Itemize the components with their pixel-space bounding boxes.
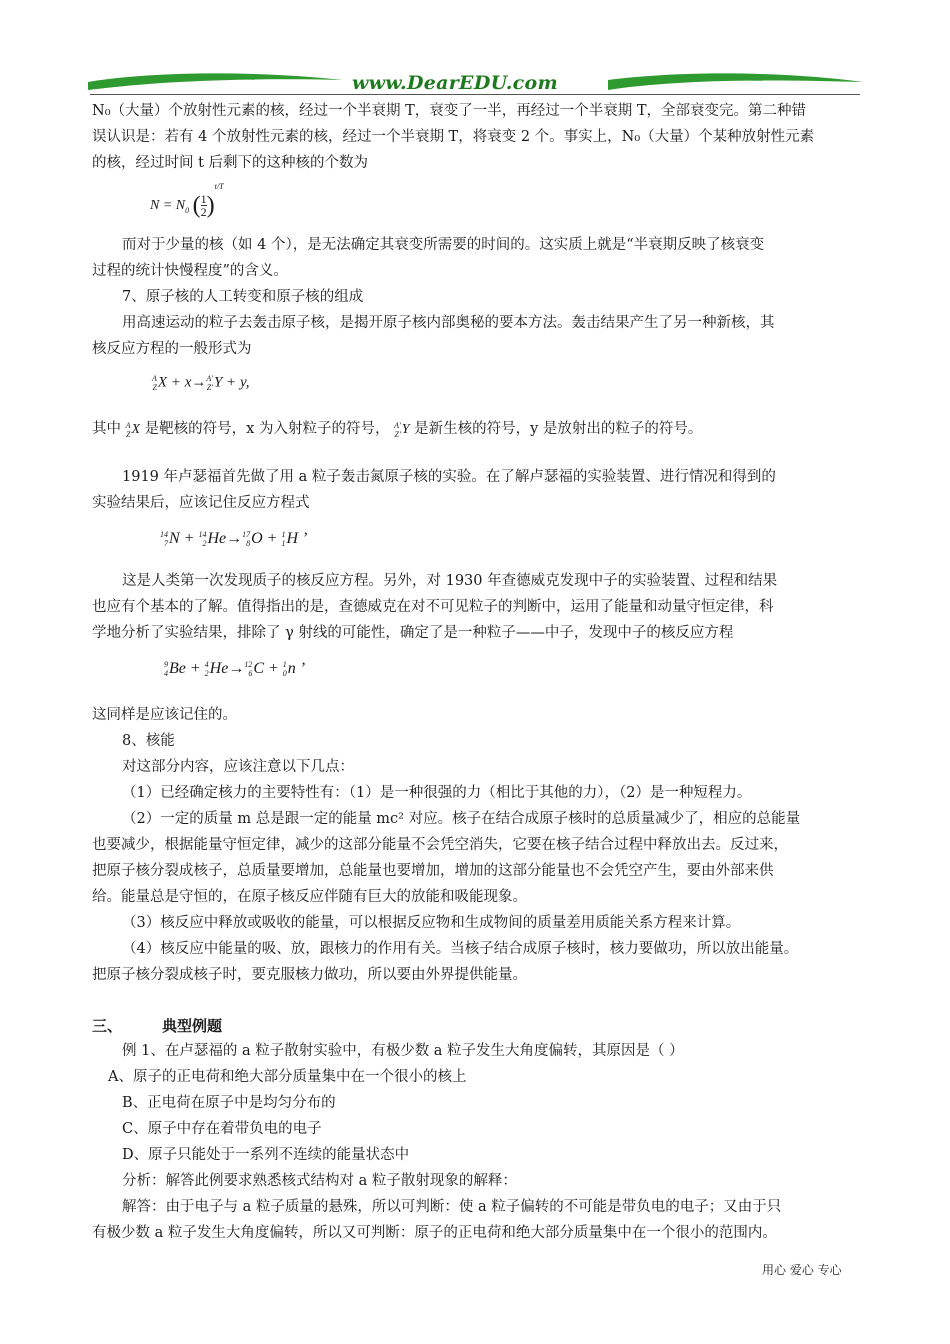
paragraph-line: 实验结果后，应该记住反应方程式 <box>92 495 310 511</box>
option-d[interactable]: D、原子只能处于一系列不连续的能量状态中 <box>122 1147 410 1163</box>
section-7-title: 7、原子核的人工转变和原子核的组成 <box>122 289 364 305</box>
paragraph-line: 1919 年卢瑟福首先做了用 a 粒子轰击氮原子核的实验。在了解卢瑟福的实验装置、进行情况和得到的 <box>122 469 776 485</box>
option-c[interactable]: C、原子中存在着带负电的电子 <box>122 1121 322 1137</box>
question-stem: 例 1、在卢瑟福的 a 粒子散射实验中，有极少数 a 粒子发生大角度偏转，其原因是（ ） <box>122 1043 684 1059</box>
analysis-text: 分析：解答此例要求熟悉核式结构对 a 粒子散射现象的解释： <box>122 1173 517 1189</box>
section-title: 典型例题 <box>162 1017 223 1035</box>
text-segment: 是新生核的符号，y 是放射出的粒子的符号。 <box>414 421 703 437</box>
answer-text: 解答：由于电子与 a 粒子质量的悬殊，所以可判断：使 a 粒子偏转的不可能是带负电的电子；又由于只 <box>122 1199 782 1215</box>
paragraph-line: 对这部分内容，应该注意以下几点： <box>122 759 354 775</box>
paragraph-line: 这同样是应该记住的。 <box>92 707 237 723</box>
option-a[interactable]: A、原子的正电荷和绝大部分质量集中在一个很小的核上 <box>108 1069 467 1085</box>
site-logo[interactable]: www.DearEDU.com <box>352 72 558 94</box>
paragraph-line: 也应有个基本的了解。值得指出的是，查德威克在对不可见粒子的判断中，运用了能量和动量守恒定律，科 <box>92 599 774 615</box>
paragraph-line <box>92 418 702 441</box>
section-3-heading <box>92 1015 222 1036</box>
paragraph-line: 也要减少，根据能量守恒定律，减少的这部分能量不会凭空消失，它要在核子结合过程中释放出去。反过来， <box>92 837 788 853</box>
formula-decay-visual: $N = N_0$ ( $\frac{1}{2}$ )$^{t/T}$ <box>150 182 224 219</box>
new-nucleus-symbol: A' Z'Y <box>394 420 410 439</box>
paragraph-line: 用高速运动的粒子去轰击原子核，是揭开原子核内部奥秘的要本方法。轰击结果产生了另一种新核，其 <box>122 315 775 331</box>
header-rule <box>90 94 860 95</box>
paragraph-line: （1）已经确定核力的主要特性有：（1）是一种很强的力（相比于其他的力），（2）是一种短程力。 <box>122 785 752 801</box>
paragraph-line: N₀（大量）个放射性元素的核，经过一个半衰期 T，衰变了一半，再经过一个半衰期 T，全部衰变完。第二种错 <box>92 103 807 119</box>
paragraph-line: 这是人类第一次发现质子的核反应方程。另外，对 1930 年查德威克发现中子的实验装置、过程和结果 <box>122 573 778 589</box>
paragraph-line: 把原子核分裂成核子时，要克服核力做功，所以要由外界提供能量。 <box>92 967 527 983</box>
section-number: 三、 <box>92 1017 123 1035</box>
formula-general: A ZX + x→A' Z'Y + y, <box>152 374 250 392</box>
paragraph-line: 把原子核分裂成核子，总质量要增加，总能量也要增加，增加的这部分能量也不会凭空产生，要由外部来供 <box>92 863 774 879</box>
option-b[interactable]: B、正电荷在原子中是均匀分布的 <box>122 1095 336 1111</box>
formula-decay <box>150 182 224 219</box>
paragraph-line: 给。能量总是守恒的，在原子核反应伴随有巨大的放能和吸能现象。 <box>92 889 527 905</box>
text-segment: 其中 <box>92 421 121 437</box>
paragraph-line: 学地分析了实验结果，排除了 γ 射线的可能性，确定了是一种粒子——中子，发现中子的核反应方程 <box>92 625 734 641</box>
target-nucleus-symbol: A ZX <box>125 420 141 439</box>
paragraph-line: 误认识是：若有 4 个放射性元素的核，经过一个半衰期 T，将衰变 2 个。事实上，N₀（大量）个某种放射性元素 <box>92 129 815 145</box>
answer-text: 有极少数 a 粒子发生大角度偏转，所以又可判断：原子的正电荷和绝大部分质量集中在一个很小的范围内。 <box>92 1225 777 1241</box>
paragraph-line: 核反应方程的一般形式为 <box>92 341 252 357</box>
paragraph-line: 的核，经过时间 t 后剩下的这种核的个数为 <box>92 155 369 171</box>
formula-rutherford: 14 7N + 14 2He→17 8O + 1 1H ’ <box>160 530 308 549</box>
footer-text: 用心 爱心 专心 <box>762 1263 842 1277</box>
paragraph-line: （4）核反应中能量的吸、放，跟核力的作用有关。当核子结合成原子核时，核力要做功，所以放出能量。 <box>122 941 799 957</box>
paragraph-line: （3）核反应中释放或吸收的能量，可以根据反应物和生成物间的质量差用质能关系方程来计算。 <box>122 915 741 931</box>
section-8-title: 8、核能 <box>122 733 175 749</box>
paragraph-line: 过程的统计快慢程度”的含义。 <box>92 263 288 279</box>
paragraph-line: （2）一定的质量 m 总是跟一定的能量 mc² 对应。核子在结合成原子核时的总质量减少了，相应的总能量 <box>122 811 801 827</box>
text-segment: 是靶核的符号，x 为入射粒子的符号， <box>144 421 390 437</box>
formula-chadwick: 9 4Be + 4 2He→12 6C + 1 0n ’ <box>164 660 306 679</box>
paragraph-line: 而对于少量的核（如 4 个），是无法确定其衰变所需要的时间的。这实质上就是“半衰期反映了核衰变 <box>122 237 765 253</box>
